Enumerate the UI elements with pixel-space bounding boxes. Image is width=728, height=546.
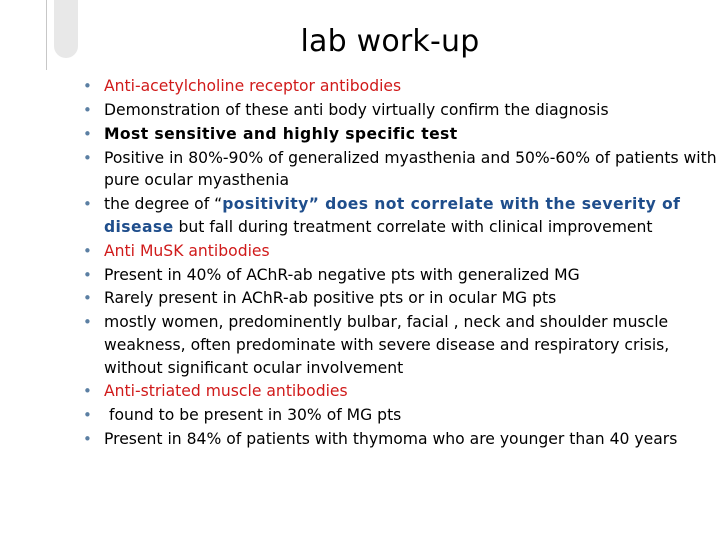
item-text: Present in 84% of patients with thymoma who are younger than 40 years xyxy=(104,430,678,449)
bullet-icon: • xyxy=(83,241,92,260)
list-item xyxy=(80,287,720,310)
item-text-emphasis: positivity” does not correlate with the severity of disease xyxy=(104,195,681,236)
bullet-icon: • xyxy=(83,124,92,143)
bullet-icon: • xyxy=(83,148,92,167)
bullet-icon: • xyxy=(83,77,92,95)
list-item xyxy=(80,264,720,287)
item-text: Anti MuSK antibodies xyxy=(104,241,270,260)
list-item xyxy=(80,75,720,98)
bullet-icon: • xyxy=(83,100,92,119)
item-text-suffix: but fall during treatment correlate with clinical improvement xyxy=(173,217,653,236)
bullet-icon: • xyxy=(83,313,92,332)
list-item xyxy=(80,147,720,192)
bullet-icon: • xyxy=(83,289,92,308)
bullet-icon: • xyxy=(83,430,92,449)
item-text: Most sensitive and highly specific test xyxy=(104,124,458,143)
list-item xyxy=(80,404,720,427)
bullet-icon: • xyxy=(83,406,92,425)
list-item xyxy=(80,428,720,451)
item-text: Anti-acetylcholine receptor antibodies xyxy=(104,77,402,95)
decorative-line xyxy=(46,0,47,70)
decorative-tab xyxy=(54,0,78,58)
bullet-icon: • xyxy=(83,265,92,284)
list-item xyxy=(80,380,720,403)
item-text: Rarely present in AChR-ab positive pts or in ocular MG pts xyxy=(104,289,557,308)
item-text: found to be present in 30% of MG pts xyxy=(104,406,402,425)
bullet-list xyxy=(80,75,720,452)
item-text: Positive in 80%-90% of generalized myasthenia and 50%-60% of patients with pure ocular myasthenia xyxy=(104,148,717,190)
slide-title: lab work-up xyxy=(300,24,480,59)
item-text-prefix: the degree of “ xyxy=(104,195,223,214)
list-item xyxy=(80,99,720,122)
item-text: Anti-striated muscle antibodies xyxy=(104,382,348,401)
list-item xyxy=(80,123,720,146)
bullet-icon: • xyxy=(83,195,92,214)
list-item xyxy=(80,311,720,379)
list-item xyxy=(80,240,720,263)
list-item xyxy=(80,193,720,238)
item-text: mostly women, predominently bulbar, facial , neck and shoulder muscle weakness, often predominate with severe disease and respiratory crisis, without significant ocular involvement xyxy=(104,313,670,377)
bullet-icon: • xyxy=(83,382,92,401)
item-text: Demonstration of these anti body virtually confirm the diagnosis xyxy=(104,100,609,119)
item-text: Present in 40% of AChR-ab negative pts with generalized MG xyxy=(104,265,580,284)
